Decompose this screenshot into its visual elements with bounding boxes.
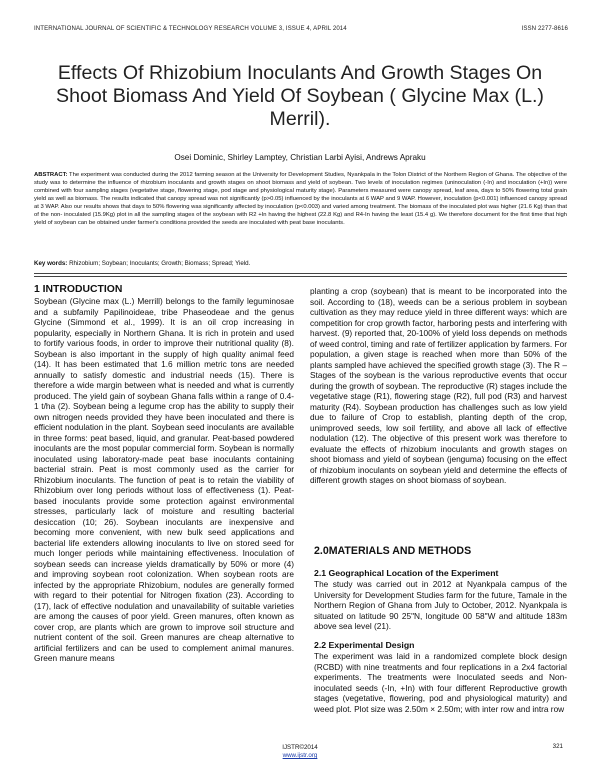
divider [34,273,567,274]
keywords-text: Rhizobium; Soybean; Inoculants; Growth; Biomass; Spread; Yield. [69,260,251,267]
location-text: The study was carried out in 2012 at Nyankpala campus of the University for Development Studies farm for the future, Tamale in the Northern Region of Ghana from July to October, 2012. Nyankpala is situated on latitude 90 25"N, longitude 00 58"W and altitude 183m above sea level (21). [314,579,567,631]
authors: Osei Dominic, Shirley Lamptey, Christian Larbi Ayisi, Andrews Apraku [174,153,426,162]
intro-paragraph: Soybean (Glycine max (L.) Merrill) belongs to the family leguminosae and a subfamily Papilinoideae, tribe Phaseodeae and the genus Glycine (Simmond et al., 1999). It is an oil crop increasing in popularity, especially in Northern Ghana. It is rich in protein and used to fortify various foods, in order to improve their nutritional quality (8). Soybean is also important in the supply of high quality animal feed (14). It has been estimated that 1.6 million metric tons are needed annually to satisfy domestic and industrial needs (15). There is therefore a wide margin between what is needed and what is currently produced. The yield gain of soybean Ghana falls within a range of 0.4-1 t/ha (2). Soybean being a legume crop has the ability to supply their own nitrogen needs provided they have been inoculated and there is efficient nodulation in the plant. Soybean seed inoculants are available in three forms: peat based, liquid, and granular. Peat-based powdered inoculants are the most popular commercial form. Soybean is normally inoculated using laboratory-made peat base inoculants containing bacterial strain. Peat is most commonly used as the carrier for Rhizobium inoculants. The function of peat is to retain the viability of Rhizobium over long periods without loss of effectiveness (1). Peat-based inoculants provide some protection against environmental stresses, particularly lack of moisture and resulting bacterial desiccation (10; 26). Soybean inoculants are inexpensive and becoming more convenient, with new bulk seed applications and bacterial life extenders allowing inoculants to live on stored seed for much longer periods while maintaining effectiveness. Inoculation of soybean seeds can increase yields dramatically by 50% or more (4) and improving soybean root colonization. When soybean roots are infected by the appropriate Rhizobium, nodules are generally formed with regard to their potential for Nitrogen fixation (23). According to (17), lack of effective nodulation and unavailability of suitable varieties are among the causes of poor yield. Green manures, often known as cover crop, are plants which are grown to improve soil structure and nutrient content of the soil. Green manures are cheap alternative to artificial fertilizers and can be used to complement animal manures. Green manure means [34,296,294,663]
divider [34,276,567,277]
left-column [34,296,294,664]
design-text: The experiment was laid in a randomized complete block design (RCBD) with nine treatments and four replications in a 2x4 factorial experiments. The treatments were Inoculated seeds and Non-inoculated seeds (-In, +In) with four different Reproductive growth stages (vegetative, flowering, pod and physiological maturity) and weed plot. Plot size was 2.50m × 2.50m; with inter row and intra row [314,651,567,714]
right-column [310,286,567,486]
footer-code: IJSTR©2014 [282,744,318,751]
abstract [34,171,567,227]
intro-paragraph-continued: planting a crop (soybean) that is meant to be incorporated into the soil. According to (18), weeds can be a serious problem in soybean cultivation as they may reduce yield in three different ways: which are competition for crop growth factor, harboring pests and interfering with harvest. (9) reported that, 20-100% of yield loss depends on methods of weed control, timing and rate of fertilizer application by farmers. For population, a given stage is reached when more than 50% of the plants sampled have achieved the specified growth stage (3). The R –Stages of the soybean is the various reproductive events that occur during the growth of soybean. The reproductive (R) stages include the vegetative stage (R1), flowering stage (R2), full pod (R3) and harvest maturity (R4). Soybean production has challenges such as low yield due to failure of Crop to establish, planting depth of the crop, unimproved seeds, low soil fertility, and above all lack of effective nodulation (12). The objective of this present work was therefore to evaluate the effects of rhizobium inoculants and growth stages on shoot biomass and yield of soybean (jenguma) focusing on the effect of rhizobium inoculants on soybean yield and determine the effects of different growth stages on shoot biomass of soybean. [310,286,567,485]
keywords [34,260,567,267]
keywords-label: Key words: [34,260,68,267]
paper-title: Effects Of Rhizobium Inoculants And Growth Stages On Shoot Biomass And Yield Of Soybean ( Glycine Max (L.) Merril). [56,62,544,130]
subsection-heading-design: 2.2 Experimental Design [314,640,415,650]
location-paragraph [314,579,567,632]
running-header [34,25,568,37]
subsection-heading-location: 2.1 Geographical Location of the Experiment [314,568,499,578]
section-heading-methods: 2.0MATERIALS AND METHODS [314,545,472,557]
footer [0,744,600,760]
issn: ISSN 2277-8616 [521,25,568,32]
design-paragraph [314,651,567,714]
abstract-label: ABSTRACT: [34,172,68,178]
page-number: 321 [552,743,563,750]
section-heading-introduction: 1 INTRODUCTION [34,284,123,295]
abstract-text: The experiment was conducted during the 2012 farming season at the University for Development Studies, Nyankpala in the Tolon District of the Northern Region of Ghana. The objective of the study was to determine the influence of rhizobium inoculants and growth stages on shoot biomass and yield of soybean. Two levels of inoculation regimes (uninoculation (-In) and inoculation (+In)) were combined with four sampling stages (vegetative stage, flowering stage, pod stage and physiological maturity stage). Parameters measured were canopy spread, leaf area, days to 50% flowering total grain yield as well as biomass. The results indicated that canopy spread was not significantly (p>0.05) influenced by the inoculants at 6 WAP and 9 WAP. However, inoculation (p<0.001) influenced canopy spread at 3 WAP. Also our results shows that days to 50% flowering was significantly affected by inoculation (p<0.003) and varied among treatment. The biomass of the inoculated plot was higher (21.6 Kg) than that of the non- inoculated (15.9Kg) plot in all the sampling stages of the soybean with R2 +In having the highest (22.8 Kg) and R4-In having the least (15.4 g). We therefore document for the first time that high yield of soybean can be obtained under farmer's conditions provided the seeds are inoculated with peat base inoculants. [34,172,567,227]
journal-header: INTERNATIONAL JOURNAL OF SCIENTIFIC & TECHNOLOGY RESEARCH VOLUME 3, ISSUE 4, APRIL 2014 [34,25,347,32]
journal-url-link[interactable]: www.ijstr.org [282,752,318,759]
